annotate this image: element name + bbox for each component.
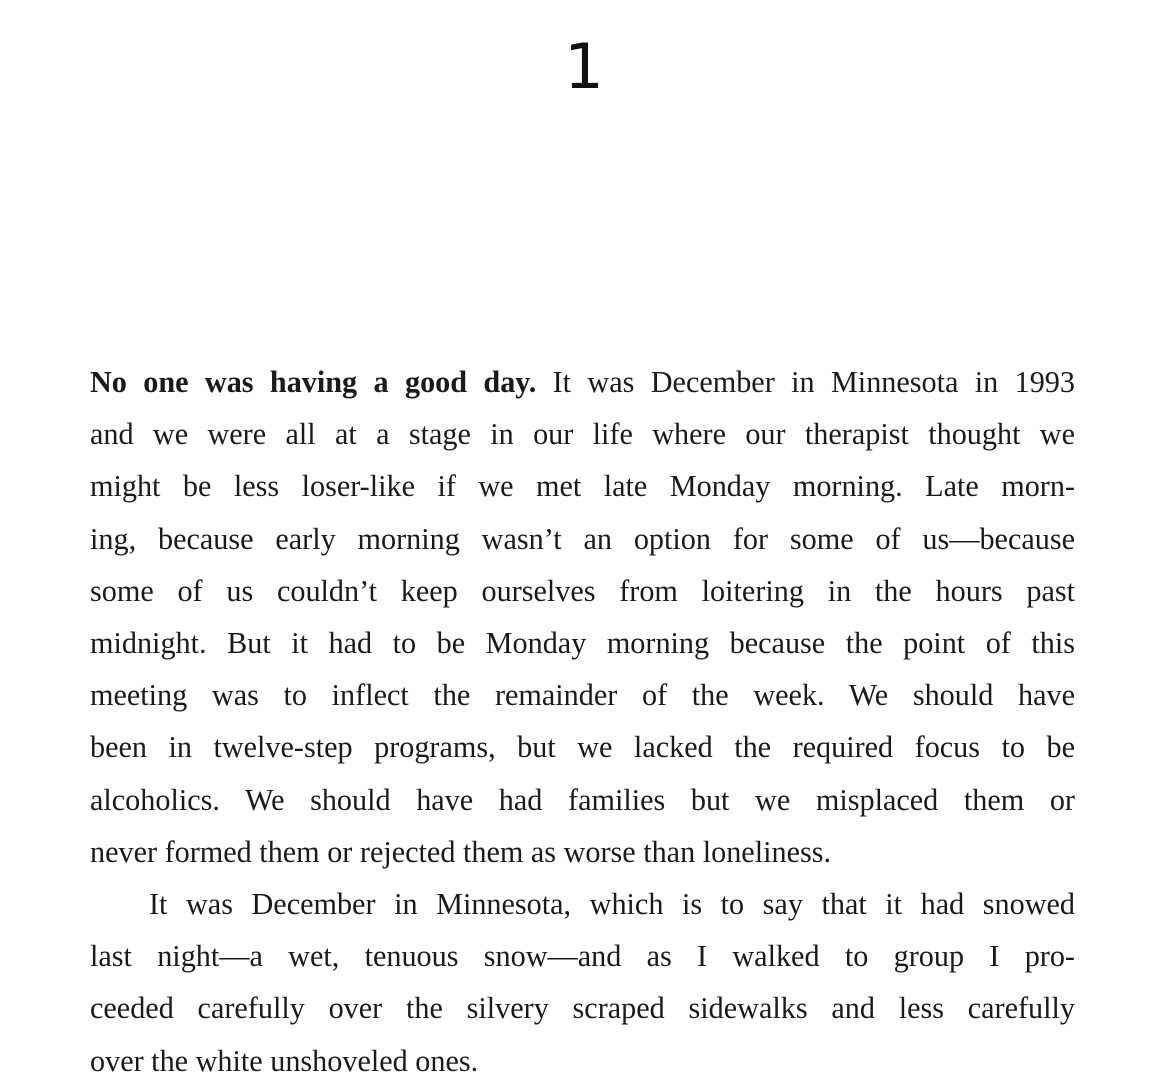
text-line: some of us couldn’t keep ourselves from loitering in the hours past (90, 573, 1075, 608)
lead-in: No one was having a good day. (90, 365, 537, 399)
text-line: ing, because early morning wasn’t an option for some of us—because (90, 521, 1075, 556)
chapter-number: 1 (564, 30, 604, 103)
text-line: been in twelve-step programs, but we lacked the required focus to be (90, 730, 1075, 765)
text-line: midnight. But it had to be Monday morning because the point of this (90, 626, 1075, 661)
text-line: It was December in Minnesota, which is to say that it had snowed (149, 887, 1075, 922)
text-line (90, 356, 1075, 408)
paragraph-2 (90, 878, 1075, 1087)
text-line-fragment: It was December in Minnesota in 1993 (536, 365, 1075, 399)
text-line: last night—a wet, tenuous snow—and as I walked to group I pro- (90, 939, 1075, 974)
text-line: meeting was to inflect the remainder of the week. We should have (90, 678, 1075, 713)
body-text (90, 356, 1075, 1087)
paragraph-1 (90, 356, 1075, 878)
text-line: alcoholics. We should have had families but we misplaced them or (90, 782, 1075, 817)
text-line: ceeded carefully over the silvery scraped sidewalks and less carefully (90, 991, 1075, 1026)
text-line: and we were all at a stage in our life where our therapist thought we (90, 417, 1075, 452)
text-line: over the white unshoveled ones. (90, 1043, 479, 1078)
text-line: never formed them or rejected them as worse than loneliness. (90, 834, 832, 869)
text-line: might be less loser-like if we met late Monday morning. Late morn- (90, 469, 1075, 504)
